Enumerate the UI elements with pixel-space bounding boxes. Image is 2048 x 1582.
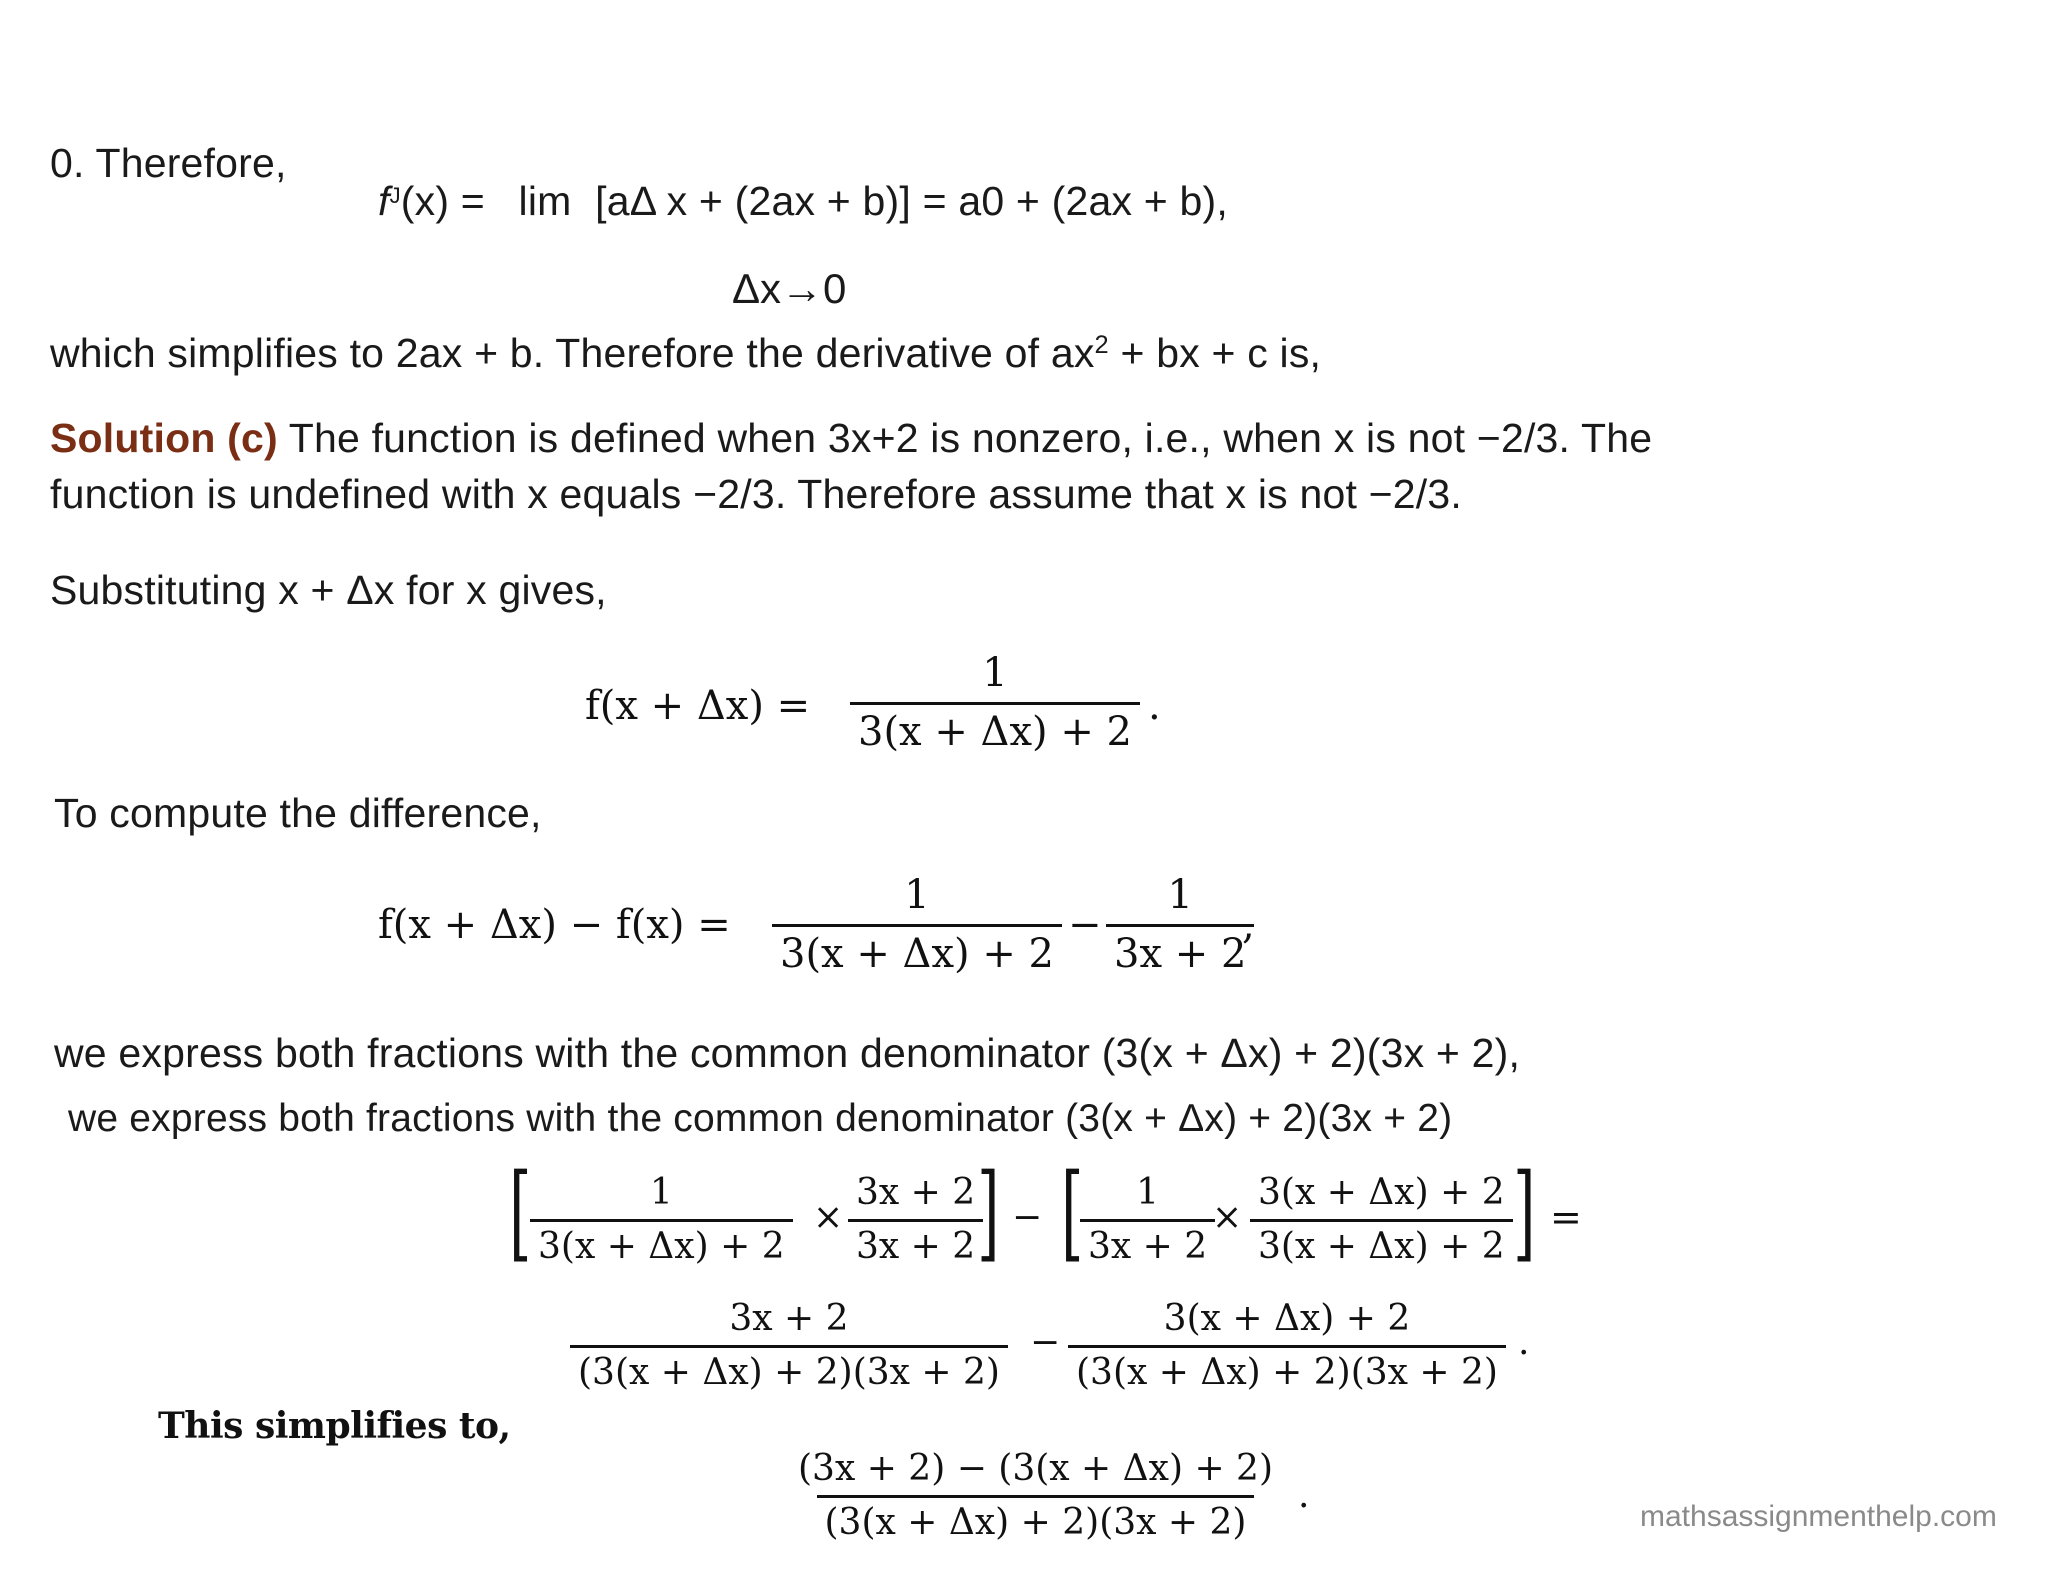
eq2-lhs: f(x + Δx) − f(x) = (378, 902, 731, 948)
watermark: mathsassignmenthelp.com (1640, 1500, 1997, 1533)
eq3-equals: = (1550, 1195, 1582, 1239)
solution-line-2: function is undefined with x equals −2/3. Therefore assume that x is not −2/3. (50, 471, 1462, 517)
eq5-numerator: (3x + 2) − (3(x + Δx) + 2) (798, 1448, 1273, 1489)
eq4-f2-denominator: (3(x + Δx) + 2)(3x + 2) (1068, 1345, 1506, 1393)
therefore-lead: 0. Therefore, (50, 140, 287, 186)
eq3-b2-f1-numerator: 1 (1136, 1172, 1160, 1213)
substituting-sentence: Substituting x + Δx for x gives, (50, 567, 607, 613)
eq4-minus: − (1030, 1322, 1061, 1363)
limit-body: [aΔ x + (2ax + b)] = a0 + (2ax + b), (595, 178, 1228, 224)
lim-operator: lim (518, 178, 572, 224)
simplifies-text-a: which simplifies to 2ax + b. Therefore the derivative of ax (50, 330, 1095, 376)
eq1-lhs: f(x + Δx) = (585, 683, 811, 729)
eq1-denominator: 3(x + Δx) + 2 (850, 702, 1140, 755)
eq3-b1-f1-numerator: 1 (649, 1172, 673, 1213)
express-sentence-1: we express both fractions with the common denominator (3(x + Δx) + 2)(3x + 2), (54, 1030, 1521, 1076)
eq2-comma: , (1242, 902, 1255, 948)
eq3-b2-fraction-1 (1080, 1172, 1215, 1267)
eq2-f2-numerator: 1 (1167, 872, 1193, 918)
eq3-b2-f2-denominator: 3(x + Δx) + 2 (1250, 1219, 1513, 1267)
eq1-fraction (850, 650, 1140, 755)
eq2-fraction-1 (772, 872, 1062, 977)
eq3-right-bracket-2: ] (1513, 1151, 1536, 1273)
eq1-period: . (1148, 683, 1161, 729)
eq3-right-bracket-1: ] (977, 1151, 1000, 1273)
compute-sentence: To compute the difference, (54, 790, 542, 836)
prime-mark: J (389, 182, 401, 208)
eq3-left-bracket-2: [ (1061, 1151, 1084, 1273)
f-symbol: f (378, 178, 390, 224)
solution-text-1: The function is defined when 3x+2 is nonzero, i.e., when x is not −2/3. The (277, 415, 1653, 461)
eq3-b1-f2-numerator: 3x + 2 (856, 1172, 976, 1213)
simplifies-label: This simplifies to, (158, 1405, 511, 1447)
eq3-b2-fraction-2 (1250, 1172, 1513, 1267)
eq3-b2-f2-numerator: 3(x + Δx) + 2 (1258, 1172, 1505, 1213)
express-sentence-2: we express both fractions with the common denominator (3(x + Δx) + 2)(3x + 2) (68, 1097, 1453, 1140)
derivative-limit-equation (378, 178, 1228, 225)
eq4-fraction-2 (1068, 1298, 1506, 1393)
eq3-times-2: × (1212, 1197, 1243, 1238)
eq4-f1-denominator: (3(x + Δx) + 2)(3x + 2) (570, 1345, 1008, 1393)
eq2-minus: − (1068, 902, 1102, 948)
eq1-numerator: 1 (982, 650, 1008, 696)
eq4-f1-numerator: 3x + 2 (729, 1298, 849, 1339)
eq2-fraction-2 (1106, 872, 1254, 977)
eq5-period: . (1298, 1475, 1310, 1516)
simplifies-sentence (50, 330, 1321, 377)
f-argument: (x) = (400, 178, 485, 224)
eq3-b1-fraction-1 (530, 1172, 793, 1267)
eq3-times-1: × (813, 1197, 844, 1238)
eq4-f2-numerator: 3(x + Δx) + 2 (1163, 1298, 1411, 1339)
eq5-fraction (790, 1448, 1281, 1543)
eq5-denominator: (3(x + Δx) + 2)(3x + 2) (817, 1495, 1255, 1543)
eq2-f1-numerator: 1 (904, 872, 930, 918)
solution-line-1 (50, 415, 1652, 462)
limit-subscript: Δx→0 (732, 265, 847, 312)
eq3-b1-f2-denominator: 3x + 2 (848, 1219, 983, 1267)
solution-label: Solution (c) (50, 415, 278, 461)
eq2-f2-denominator: 3x + 2 (1106, 924, 1254, 977)
eq3-b2-f1-denominator: 3x + 2 (1080, 1219, 1215, 1267)
eq3-left-bracket-1: [ (509, 1151, 532, 1273)
eq4-fraction-1 (570, 1298, 1008, 1393)
eq2-f1-denominator: 3(x + Δx) + 2 (772, 924, 1062, 977)
exponent-two: 2 (1094, 331, 1109, 360)
eq4-period: . (1518, 1322, 1530, 1363)
eq3-minus: − (1012, 1197, 1043, 1238)
simplifies-text-b: + bx + c is, (1108, 330, 1322, 376)
eq3-b1-fraction-2 (848, 1172, 983, 1267)
eq3-b1-f1-denominator: 3(x + Δx) + 2 (530, 1219, 793, 1267)
